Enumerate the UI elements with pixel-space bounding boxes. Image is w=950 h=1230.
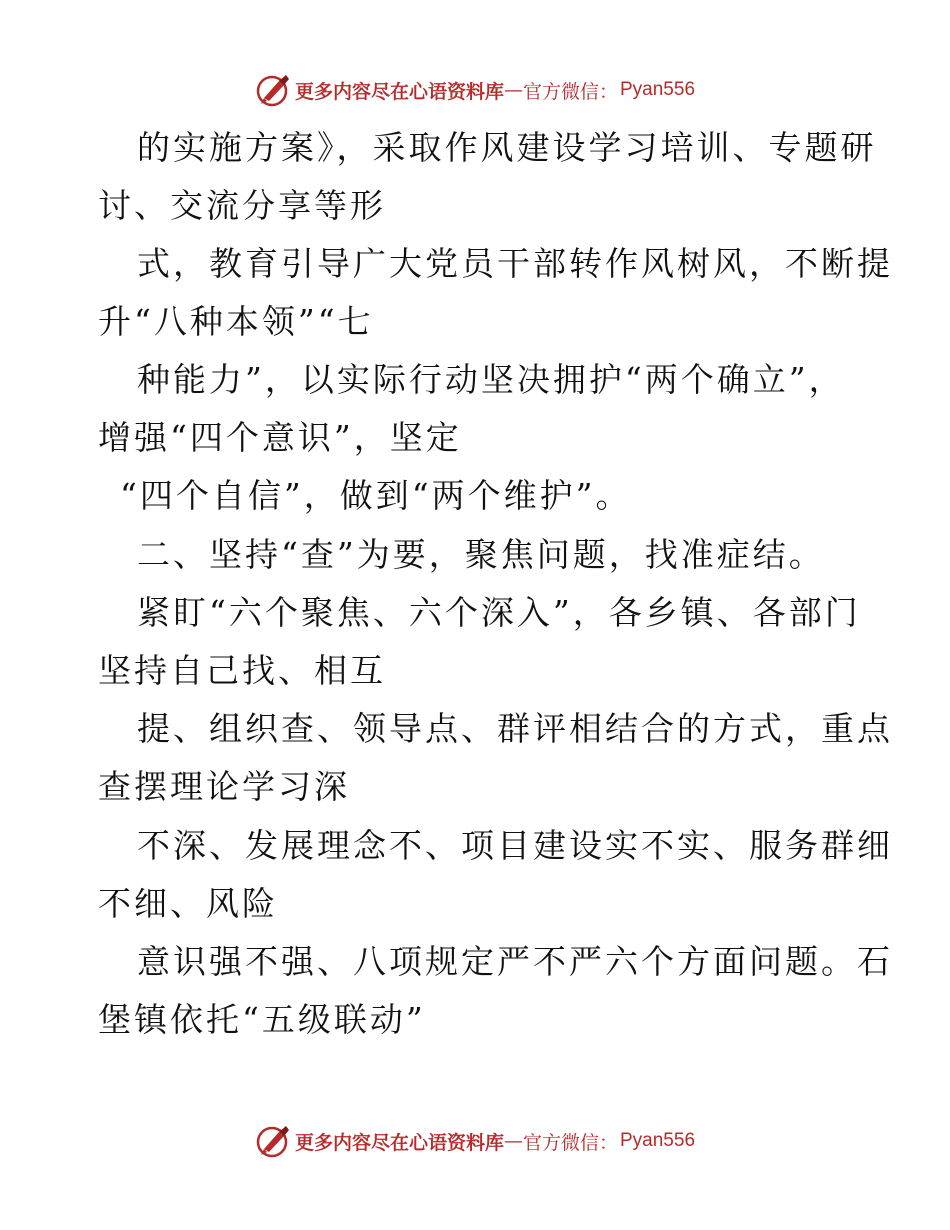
body-line: 提、组织查、领导点、群评相结合的方式，重点 xyxy=(137,709,893,748)
header-wechat-id: Pyan556 xyxy=(620,79,696,100)
body-line: 种能力”，以实际行动坚决拥护“两个确立”， xyxy=(137,360,845,399)
body-line: 不深、发展理念不、项目建设实不实、服务群细 xyxy=(137,826,893,865)
footer-separator: — xyxy=(503,1130,523,1152)
body-line: 查摆理论学习深 xyxy=(98,767,350,806)
header-separator: — xyxy=(503,79,523,101)
body-line: 不细、风险 xyxy=(98,884,278,923)
header-site-text: 更多内容尽在心语资料库 xyxy=(294,80,504,103)
body-line: 增强“四个意识”，坚定 xyxy=(98,418,462,457)
body-line: 紧盯“六个聚焦、六个深入”，各乡镇、各部门 xyxy=(137,593,861,632)
footer-wechat-id: Pyan556 xyxy=(620,1130,696,1151)
footer-wechat-label: 官方微信： xyxy=(522,1131,618,1154)
body-line: 坚持自己找、相互 xyxy=(98,651,386,690)
ink-pen-logo-icon xyxy=(255,72,293,108)
body-line: 的实施方案》，采取作风建设学习培训、专题研 xyxy=(137,128,877,167)
footer-banner xyxy=(0,1121,950,1161)
body-line: 式，教育引导广大党员干部转作风树风，不断提 xyxy=(137,244,893,283)
body-line: 意识强不强、八项规定严不严六个方面问题。石 xyxy=(137,942,893,981)
body-line: 二、坚持“查”为要，聚焦问题，找准症结。 xyxy=(137,535,825,574)
body-line: 堡镇依托“五级联动” xyxy=(98,1000,426,1039)
footer-site-text: 更多内容尽在心语资料库 xyxy=(294,1131,504,1154)
body-line: “四个自信”，做到“两个维护”。 xyxy=(120,476,632,515)
header-banner xyxy=(0,70,950,110)
body-line: 讨、交流分享等形 xyxy=(98,186,386,225)
header-wechat-label: 官方微信： xyxy=(522,80,618,103)
ink-pen-logo-icon xyxy=(255,1123,293,1159)
body-line: 升“八种本领”“七 xyxy=(98,302,374,341)
